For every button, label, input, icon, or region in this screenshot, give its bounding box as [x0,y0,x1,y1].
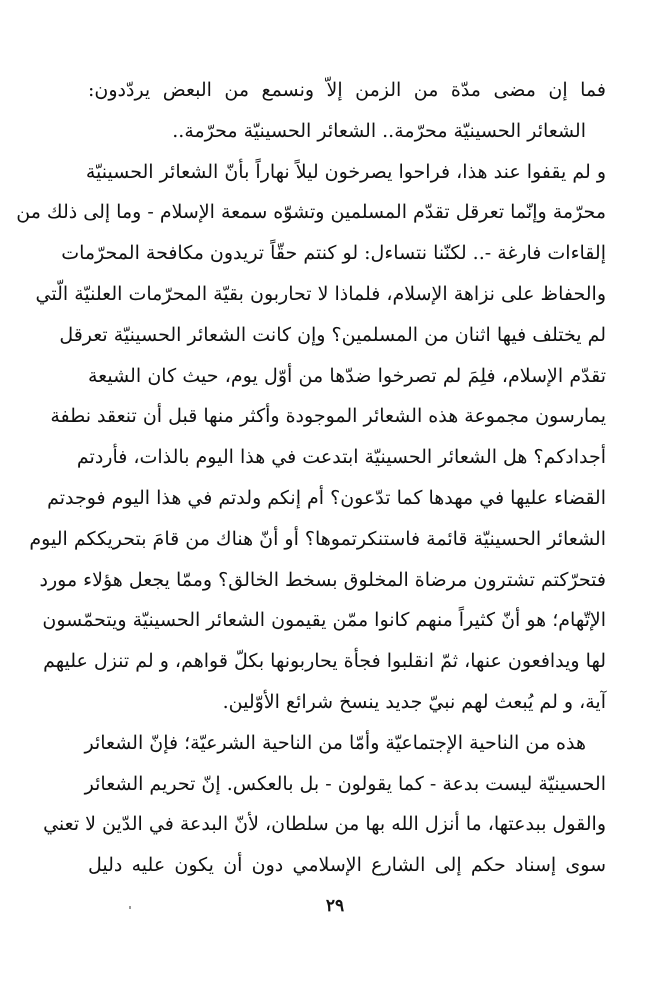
text-line: هذه من الناحية الإجتماعيّة وأمّا من الناحية الشرعيّة؛ فإنّ الشعائر [84,731,586,754]
text-line: القضاء عليها في مهدها كما تدّعون؟ أم إنكم ولدتم في هذا اليوم فوجدتم [47,486,606,509]
text-line: الشعائر الحسينيّة محرّمة.. الشعائر الحسينيّة محرّمة.. [172,119,586,142]
text-line: والحفاظ على نزاهة الإسلام، فلماذا لا تحاربون بقيّة المحرّمات العلنيّة الّتي [35,282,606,305]
text-line: إلقاءات فارغة -.. لكنّنا نتساءل: لو كنتم حقّاً تريدون مكافحة المحرّمات [61,242,606,265]
text-line: آية، و لم يُبعث لهم نبيّ جديد ينسخ شرائع الأوّلين. [222,690,606,713]
page-number: ٢٩ [325,896,345,916]
body-text [16,70,606,886]
text-line: تقدّم الإسلام، فلِمَ لم تصرخوا ضدّها من أوّل يوم، حيث كان الشيعة [88,364,606,387]
text-line: و لم يقفوا عند هذا، فراحوا يصرخون ليلاً نهاراً بأنّ الشعائر الحسينيّة [85,160,606,183]
text-line: سوى إسناد حكم إلى الشارع الإسلامي دون أن يكون عليه دليل [88,854,606,877]
text-line: الحسينيّة ليست بدعة - كما يقولون - بل بالعكس. إنّ تحريم الشعائر [84,772,606,795]
text-line: فما إن مضى مدّة من الزمن إلاّ ونسمع من البعض يردّدون: [88,79,606,101]
text-line: الإتّهام؛ هو أنّ كثيراً منهم كانوا ممّن يقيمون الشعائر الحسينيّة ويتحمّسون [42,609,606,632]
text-line: أجدادكم؟ هل الشعائر الحسينيّة ابتدعت في هذا اليوم بالذات، فأردتم [76,446,606,469]
text-line: لها ويدافعون عنها، ثمّ انقلبوا فجأة يحاربونها بكلّ قواهم، و لم تنزل عليهم [43,650,606,673]
text-line: محرّمة وإنّما تعرقل تقدّم المسلمين وتشوّه سمعة الإسلام - وما إلى ذلك من [16,201,606,224]
text-line: لم يختلف فيها اثنان من المسلمين؟ وإن كانت الشعائر الحسينيّة تعرقل [59,323,606,346]
text-line: الشعائر الحسينيّة قائمة فاستنكرتموها؟ أو أنّ هناك من قامَ بتحريككم اليوم [29,527,606,550]
text-line: والقول ببدعتها، ما أنزل الله بها من سلطان، لأنّ البدعة في الدّين لا تعني [43,813,606,836]
text-line: يمارسون مجموعة هذه الشعائر الموجودة وأكثر منها قبل أن تنعقد نطفة [50,405,606,428]
text-line: فتحرّكتم تشترون مرضاة المخلوق بسخط الخالق؟ وممّا يجعل هؤلاء مورد [39,568,606,591]
